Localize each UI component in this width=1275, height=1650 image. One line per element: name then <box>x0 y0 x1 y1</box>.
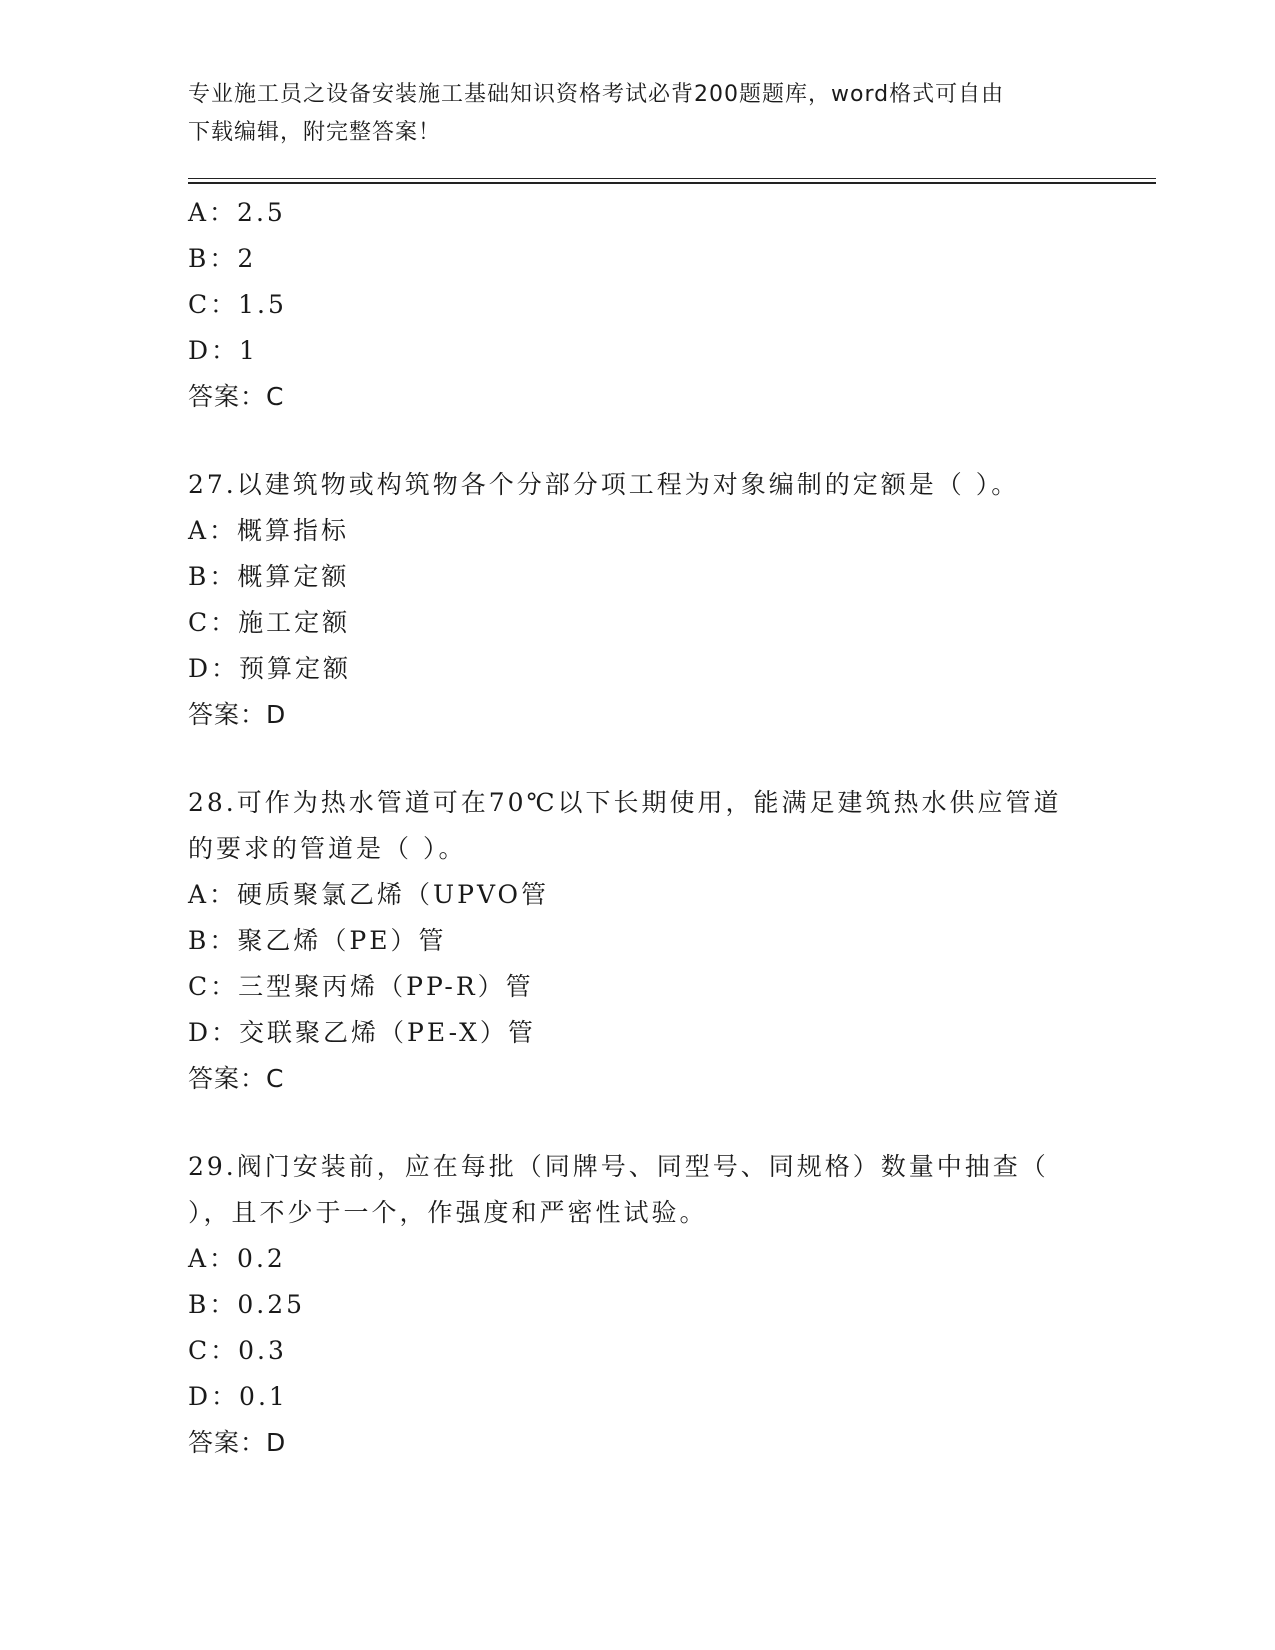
header-divider-thin <box>188 178 1156 179</box>
option-d: D：交联聚乙烯（PE-X）管 <box>188 1018 536 1047</box>
question-text-line-1: 28.可作为热水管道可在70℃以下长期使用，能满足建筑热水供应管道 <box>188 788 1062 817</box>
question-text-line-2: 的要求的管道是（ ）。 <box>188 834 467 863</box>
question-list <box>188 190 1088 1466</box>
option-c: C：施工定额 <box>188 608 351 637</box>
option-a: A：硬质聚氯乙烯（UPVO管 <box>188 880 550 909</box>
option-a: A：2.5 <box>188 198 286 227</box>
option-c: C：0.3 <box>188 1336 287 1365</box>
option-a: A：概算指标 <box>188 516 350 545</box>
question-text: 27.以建筑物或构筑物各个分部分项工程为对象编制的定额是（ ）。 <box>188 470 1020 499</box>
option-c: C：1.5 <box>188 290 287 319</box>
option-b: B：2 <box>188 244 257 273</box>
question-28 <box>188 780 1088 1102</box>
option-b: B：0.25 <box>188 1290 306 1319</box>
option-d: D：预算定额 <box>188 654 352 683</box>
header-divider-thick <box>188 182 1156 184</box>
option-b: B：概算定额 <box>188 562 350 591</box>
option-a: A：0.2 <box>188 1244 286 1273</box>
answer-line: 答案：C <box>188 1064 285 1093</box>
option-c: C：三型聚丙烯（PP-R）管 <box>188 972 534 1001</box>
question-27 <box>188 462 1088 738</box>
document-header <box>188 76 1078 152</box>
question-26 <box>188 190 1088 420</box>
option-d: D：1 <box>188 336 258 365</box>
question-text-line-2: ），且不少于一个，作强度和严密性试验。 <box>188 1198 708 1227</box>
header-line-2: 下载编辑，附完整答案！ <box>188 120 442 145</box>
question-29 <box>188 1144 1088 1466</box>
header-line-1: 专业施工员之设备安装施工基础知识资格考试必背200题题库，word格式可自由 <box>188 82 1005 107</box>
option-d: D：0.1 <box>188 1382 288 1411</box>
answer-line: 答案：D <box>188 1428 287 1457</box>
option-b: B：聚乙烯（PE）管 <box>188 926 447 955</box>
answer-line: 答案：C <box>188 382 285 411</box>
question-text-line-1: 29.阀门安装前，应在每批（同牌号、同型号、同规格）数量中抽查（ <box>188 1152 1049 1181</box>
answer-line: 答案：D <box>188 700 287 729</box>
